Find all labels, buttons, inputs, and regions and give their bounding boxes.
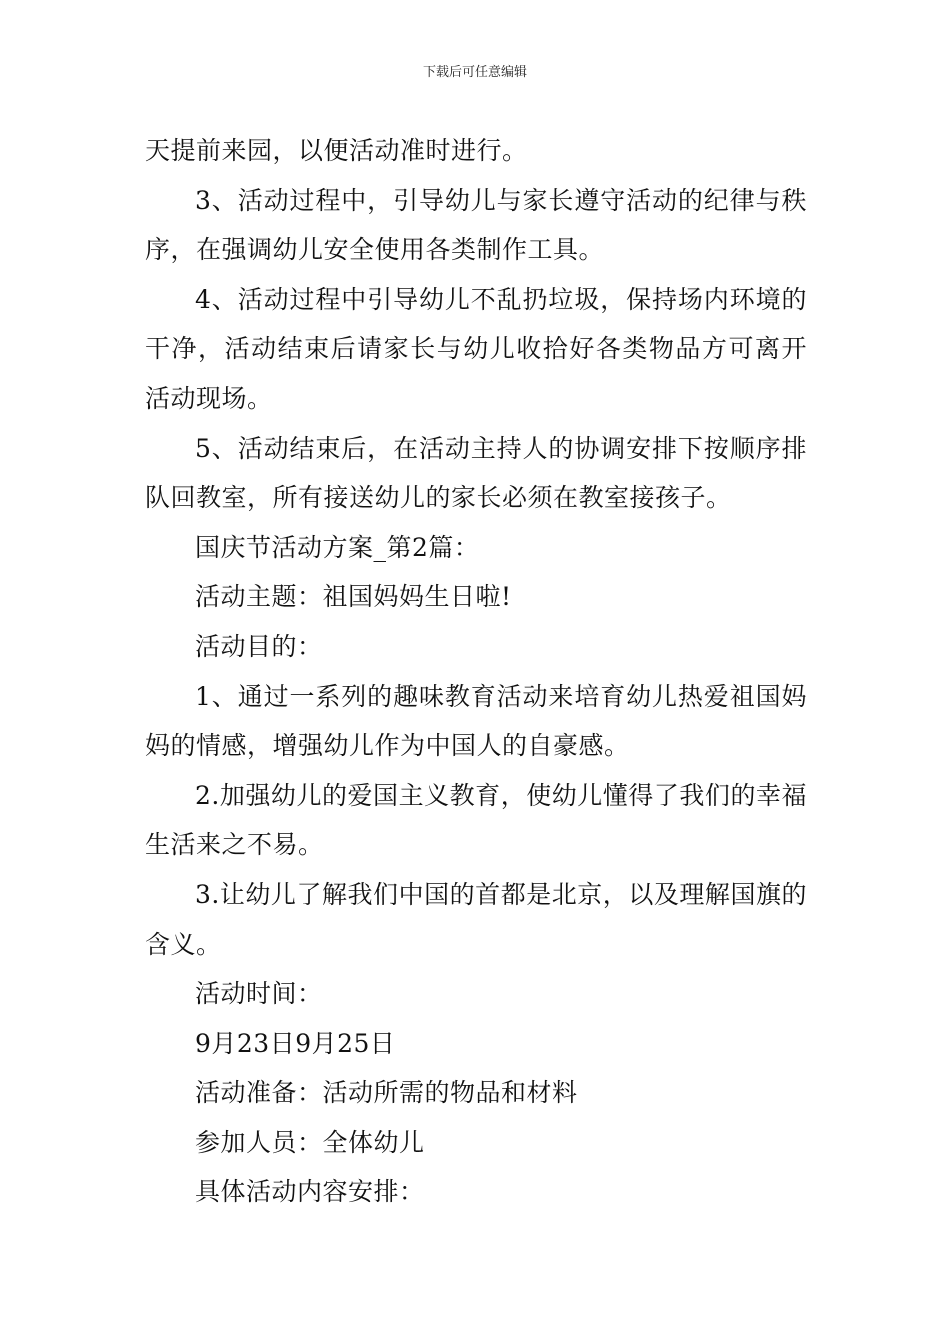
activity-purpose-label: 活动目的： <box>195 631 323 661</box>
purpose-item-3: 3.让幼儿了解我们中国的首都是北京，以及理解国旗的含义。 <box>145 879 807 959</box>
schedule-label: 具体活动内容安排： <box>195 1177 425 1207</box>
activity-preparation: 活动准备：活动所需的物品和材料 <box>195 1078 578 1108</box>
page-header: 下载后可任意编辑 <box>422 65 527 80</box>
participants: 参加人员：全体幼儿 <box>195 1127 425 1157</box>
section-heading: 国庆节活动方案_第2篇： <box>195 532 480 562</box>
purpose-item-2: 2.加强幼儿的爱国主义教育，使幼儿懂得了我们的幸福生活来之不易。 <box>145 780 807 860</box>
purpose-item-1: 1、通过一系列的趣味教育活动来培育幼儿热爱祖国妈妈的情感，增强幼儿作为中国人的自豪感。 <box>145 681 807 761</box>
paragraph-item-3: 3、活动过程中，引导幼儿与家长遵守活动的纪律与秩序，在强调幼儿安全使用各类制作工具。 <box>145 185 807 265</box>
activity-theme: 活动主题：祖国妈妈生日啦! <box>195 582 512 612</box>
document-body <box>145 126 807 1217</box>
paragraph-item-4: 4、活动过程中引导幼儿不乱扔垃圾，保持场内环境的干净，活动结束后请家长与幼儿收拾好各类物品方可离开活动现场。 <box>145 284 807 413</box>
activity-dates: 9月23日9月25日 <box>195 1028 396 1058</box>
paragraph-continuation: 天提前来园，以便活动准时进行。 <box>145 136 528 165</box>
activity-time-label: 活动时间： <box>195 979 323 1009</box>
paragraph-item-5: 5、活动结束后，在活动主持人的协调安排下按顺序排队回教室，所有接送幼儿的家长必须在教室接孩子。 <box>145 433 807 513</box>
